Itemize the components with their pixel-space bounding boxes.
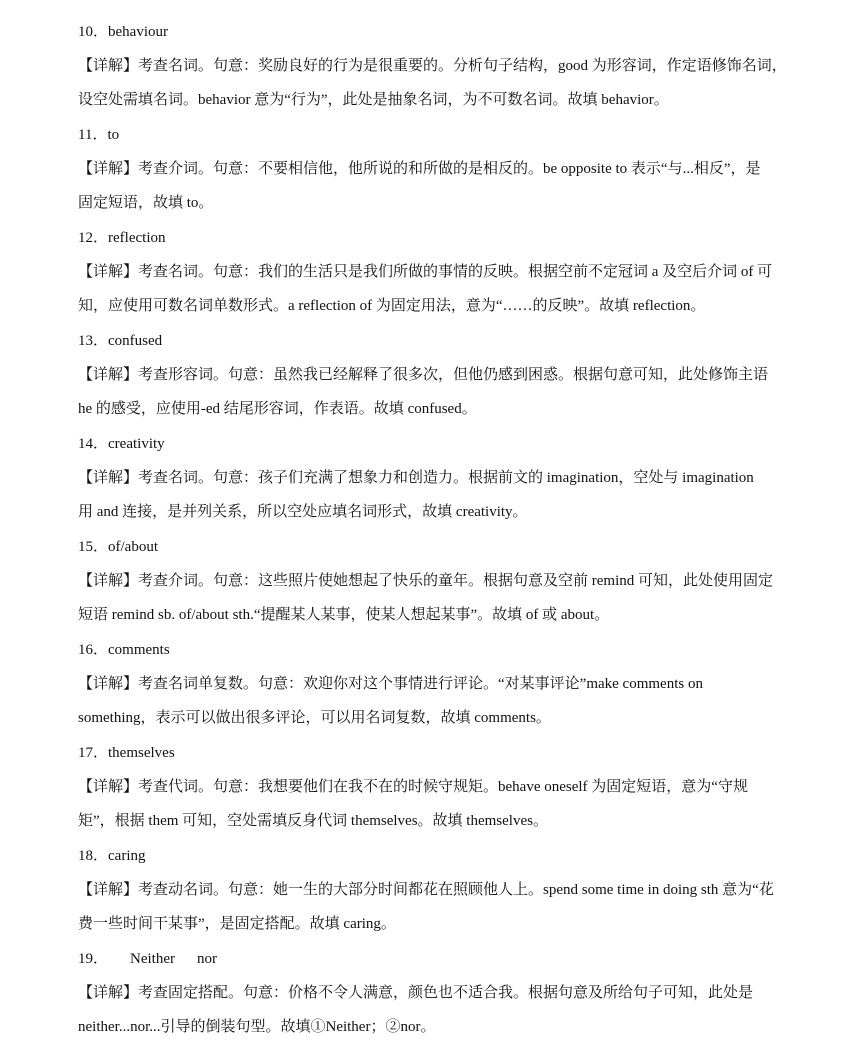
explanation-line: 【详解】考查名词。句意：奖励良好的行为是很重要的。分析句子结构，good 为形容词，作定语修饰名词， <box>78 58 787 74</box>
explanation-line: 【详解】考查名词。句意：我们的生活只是我们所做的事情的反映。根据空前不定冠词 a 及空后介词 of 可 <box>78 264 773 280</box>
answer-text: comments <box>108 642 170 658</box>
answer-line-10 <box>78 22 790 42</box>
answer-text: themselves <box>108 745 175 761</box>
question-number: 15． <box>78 539 109 555</box>
answer-line-15 <box>78 537 790 557</box>
explanation-line: he 的感受，应使用-ed 结尾形容词，作表语。故填 confused。 <box>78 401 477 417</box>
question-number: 12． <box>78 230 109 246</box>
answer-text: reflection <box>108 230 166 246</box>
answer-line-12 <box>78 228 790 248</box>
explanation-line: 【详解】考查介词。句意：这些照片使她想起了快乐的童年。根据句意及空前 remind 可知，此处使用固定 <box>78 573 773 589</box>
answer-text: of/about <box>108 539 159 555</box>
answer-text: to <box>107 127 120 143</box>
question-number: 13． <box>78 333 109 349</box>
answer-line-14 <box>78 434 790 454</box>
question-number: 16． <box>78 642 109 658</box>
question-number: 18． <box>78 848 109 864</box>
question-number: 10． <box>78 24 109 40</box>
answer-text: creativity <box>108 436 165 452</box>
question-number: 17． <box>78 745 109 761</box>
explanation-line: 【详解】考查代词。句意：我想要他们在我不在的时候守规矩。behave oneself 为固定短语，意为“守规 <box>78 779 748 795</box>
explanation-line: neither...nor...引导的倒装句型。故填①Neither；②nor。 <box>78 1019 436 1035</box>
answer-line-11 <box>78 125 790 145</box>
explanation-line: 设空处需填名词。behavior 意为“行为”，此处是抽象名词，为不可数名词。故填 behavior。 <box>78 92 669 108</box>
answer-text-2: nor <box>197 951 217 967</box>
answer-text: confused <box>108 333 163 349</box>
explanation-line: 【详解】考查名词单复数。句意：欢迎你对这个事情进行评论。“对某事评论”make comments on <box>78 676 703 692</box>
explanation-line: 【详解】考查动名词。句意：她一生的大部分时间都花在照顾他人上。spend some time in doing sth 意为“花 <box>78 882 774 898</box>
explanation-line: something，表示可以做出很多评论，可以用名词复数，故填 comments。 <box>78 710 551 726</box>
answer-line-18 <box>78 846 790 866</box>
answer-text: Neither <box>130 951 175 967</box>
explanation-line: 用 and 连接，是并列关系，所以空处应填名词形式，故填 creativity。 <box>78 504 528 520</box>
explanation-line: 【详解】考查介词。句意：不要相信他，他所说的和所做的是相反的。be opposite to 表示“与...相反”，是 <box>78 161 761 177</box>
explanation-line: 【详解】考查名词。句意：孩子们充满了想象力和创造力。根据前文的 imagination，空处与 imagination <box>78 470 754 486</box>
answer-line-16 <box>78 640 790 660</box>
question-number: 11． <box>78 127 108 143</box>
explanation-line: 费一些时间干某事”，是固定搭配。故填 caring。 <box>78 916 396 932</box>
explanation-line: 【详解】考查固定搭配。句意：价格不令人满意，颜色也不适合我。根据句意及所给句子可知，此处是 <box>78 985 754 1001</box>
explanation-line: 矩”，根据 them 可知，空处需填反身代词 themselves。故填 themselves。 <box>78 813 548 829</box>
answer-line-19 <box>78 949 790 969</box>
question-number: 14． <box>78 436 109 452</box>
explanation-line: 【详解】考查形容词。句意：虽然我已经解释了很多次，但他仍感到困惑。根据句意可知，此处修饰主语 <box>78 367 769 383</box>
answer-line-17 <box>78 743 790 763</box>
explanation-line: 固定短语，故填 to。 <box>78 195 214 211</box>
answer-text: caring <box>108 848 146 864</box>
answer-text: behaviour <box>108 24 168 40</box>
answer-line-13 <box>78 331 790 351</box>
explanation-line: 短语 remind sb. of/about sth.“提醒某人某事，使某人想起某事”。故填 of 或 about。 <box>78 607 610 623</box>
explanation-line: 知，应使用可数名词单数形式。a reflection of 为固定用法，意为“……的反映”。故填 reflection。 <box>78 298 706 314</box>
question-number: 19． <box>78 951 109 967</box>
